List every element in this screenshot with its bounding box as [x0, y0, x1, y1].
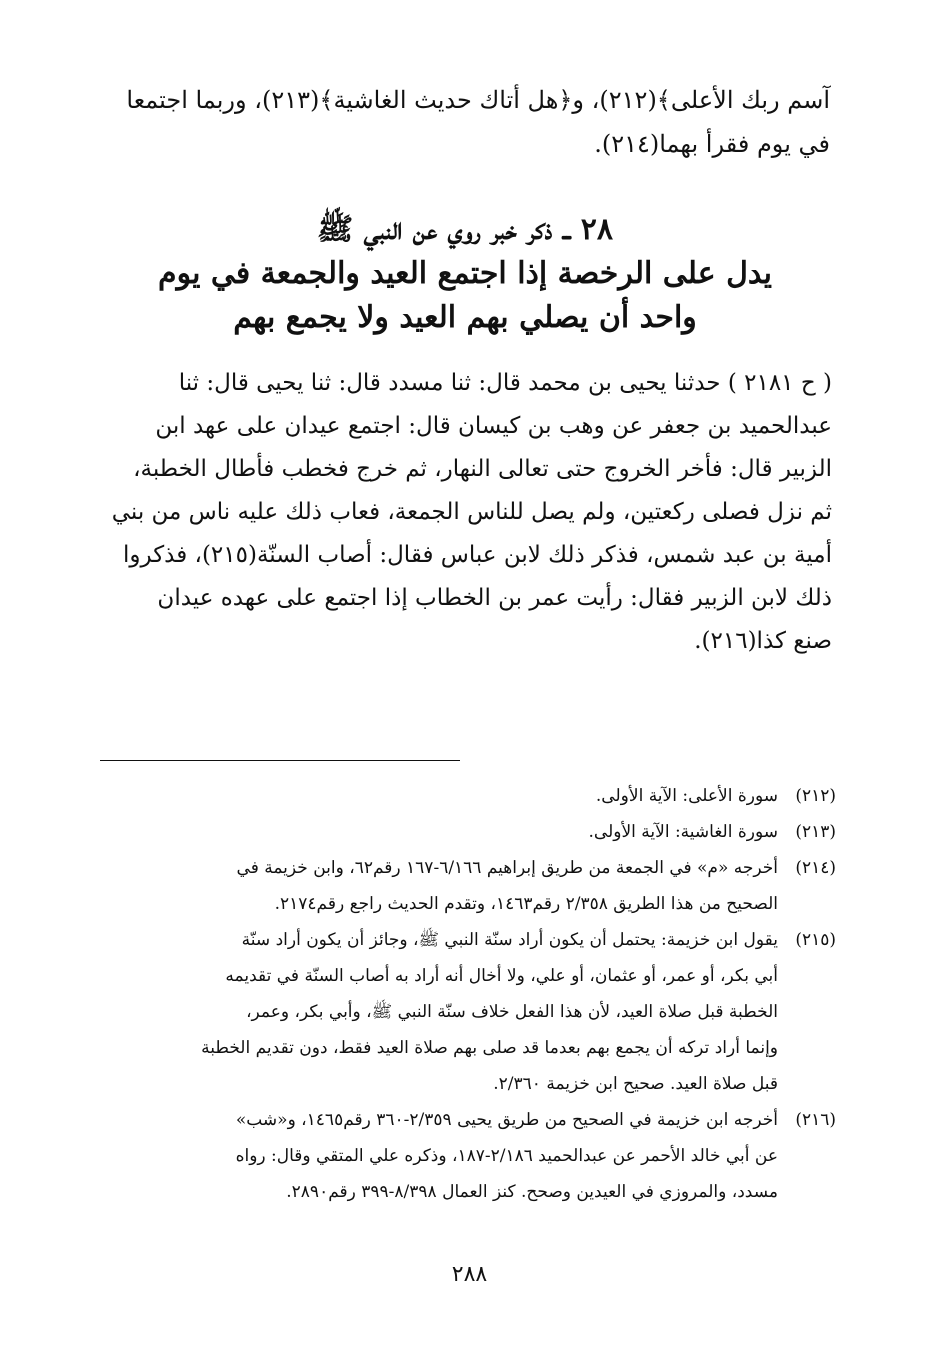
- footnotes: [96, 778, 836, 1210]
- footnote-text: [96, 1102, 778, 1210]
- footnote-line: الصحيح من هذا الطريق ٢/٣٥٨ رقم١٤٦٣، وتقدم الحديث راجع رقم٢١٧٤.: [274, 894, 778, 914]
- heading-line: يدل على الرخصة إذا اجتمع العيد والجمعة في يوم: [158, 256, 772, 291]
- footnote-line: عن أبي خالد الأحمر عن عبدالحميد ٢/١٨٦-١٨٧، وذكره علي المتقي وقال: رواه: [235, 1146, 778, 1166]
- footnote-text: [96, 814, 778, 850]
- hadith-line: ذلك لابن الزبير فقال: رأيت عمر بن الخطاب إذا اجتمع على عهده عيدان: [157, 585, 832, 611]
- chapter-heading: [90, 208, 840, 340]
- intro-paragraph: [100, 78, 830, 166]
- hadith-text: [98, 362, 832, 663]
- footnote-text: [96, 922, 778, 1102]
- footnote-line: سورة الغاشية: الآية الأولى.: [588, 822, 778, 842]
- footnote-line: أخرجه ابن خزيمة في الصحيح من طريق يحيى ٢/٣٥٩-٣٦٠ رقم١٤٦٥، و«شب»: [235, 1110, 778, 1130]
- footnote-item: [96, 778, 836, 814]
- footnote-line: يقول ابن خزيمة: يحتمل أن يكون أراد سنّة النبي ﷺ، وجائز أن يكون أراد سنّة: [241, 930, 778, 950]
- footnote-line: أخرجه «م» في الجمعة من طريق إبراهيم ٦/١٦٦-١٦٧ رقم٦٢، وابن خزيمة في: [236, 858, 778, 878]
- footnote-separator: [100, 760, 460, 761]
- hadith-line: صنع كذا(٢١٦).: [694, 628, 832, 654]
- footnote-line: مسدد، والمروزي في العيدين وصحح. كنز العمال ٨/٣٩٨-٣٩٩ رقم٢٨٩٠.: [286, 1182, 778, 1202]
- hadith-line: ( ح ٢١٨١ ) حدثنا يحيى بن محمد قال: ثنا مسدد قال: ثنا يحيى قال: ثنا: [178, 370, 832, 396]
- hadith-line: أمية بن عبد شمس، فذكر ذلك لابن عباس فقال: أصاب السنّة(٢١٥)، فذكروا: [123, 542, 832, 568]
- footnote-line: الخطبة قبل صلاة العيد، لأن هذا الفعل خلاف سنّة النبي ﷺ، وأبي بكر، وعمر،: [246, 1002, 778, 1022]
- hadith-line: ثم نزل فصلى ركعتين، ولم يصل للناس الجمعة، فعاب ذلك عليه ناس من بني: [111, 499, 832, 525]
- footnote-line: أبي بكر، أو عمر، أو عثمان، أو علي، ولا أخال أنه أراد به أصاب السنّة في تقديمه: [225, 966, 778, 986]
- footnote-number: (٢١٢): [795, 786, 836, 806]
- heading-line: ٢٨ ــ ذكر خبر روي عن النبي ﷺ: [316, 212, 614, 247]
- footnote-number: (٢١٦): [795, 1110, 836, 1130]
- footnote-number: (٢١٣): [795, 822, 836, 842]
- hadith-line: الزبير قال: فأخر الخروج حتى تعالى النهار، ثم خرج فخطب فأطال الخطبة،: [133, 456, 832, 482]
- footnote-item: [96, 922, 836, 1102]
- intro-line: آسم ربك الأعلى﴾(٢١٢)، و﴿هل أتاك حديث الغاشية﴾(٢١٣)، وربما اجتمعا: [126, 86, 830, 114]
- footnote-line: قبل صلاة العيد. صحيح ابن خزيمة ٢/٣٦٠.: [493, 1074, 778, 1094]
- footnote-number: (٢١٤): [795, 858, 836, 878]
- footnote-item: [96, 814, 836, 850]
- footnote-line: سورة الأعلى: الآية الأولى.: [595, 786, 778, 806]
- heading-line: واحد أن يصلي بهم العيد ولا يجمع بهم: [233, 300, 697, 335]
- footnote-text: [96, 850, 778, 922]
- page-number: ٢٨٨: [451, 1262, 488, 1287]
- footnote-text: [96, 778, 778, 814]
- hadith-line: عبدالحميد بن جعفر عن وهب بن كيسان قال: اجتمع عيدان على عهد ابن: [155, 413, 832, 439]
- footnote-line: وإنما أراد تركه أن يجمع بهم بعدما قد صلى بهم صلاة العيد فقط، دون تقديم الخطبة: [201, 1038, 778, 1058]
- intro-line: في يوم فقرأ بهما(٢١٤).: [594, 130, 830, 158]
- footnote-item: [96, 1102, 836, 1210]
- footnote-number: (٢١٥): [795, 930, 836, 950]
- footnote-item: [96, 850, 836, 922]
